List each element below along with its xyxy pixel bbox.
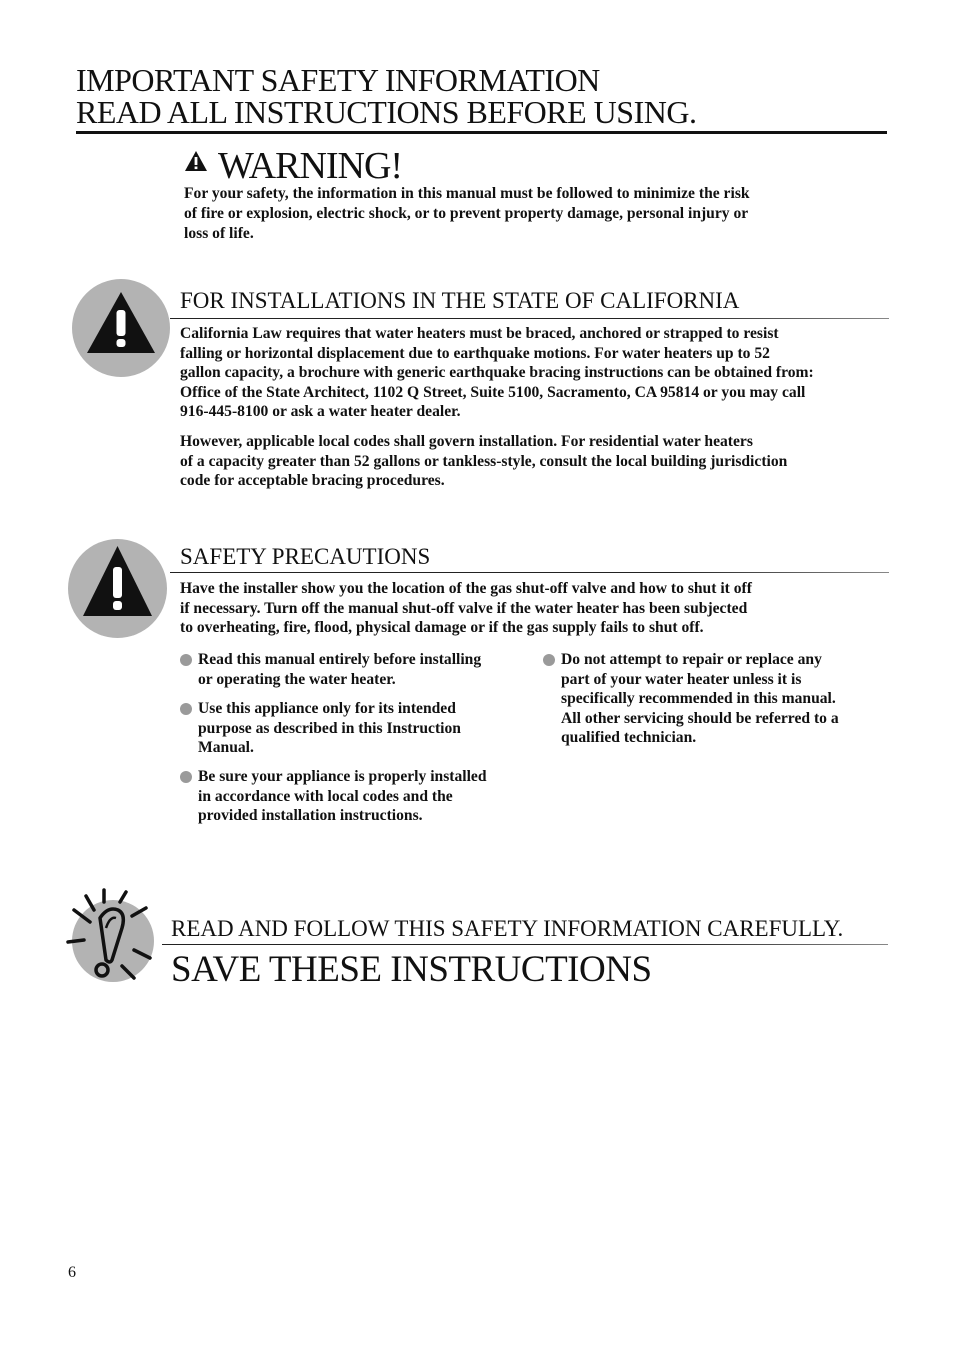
california-section-divider: [170, 318, 889, 319]
text-line: qualified technician.: [561, 729, 697, 747]
precautions-section-title: SAFETY PRECAUTIONS: [180, 544, 431, 569]
exclamation-triangle-icon: [72, 279, 170, 377]
page-number: 6: [68, 1264, 76, 1281]
warning-text-line: For your safety, the information in this manual must be followed to minimize the risk: [184, 185, 750, 202]
list-item: [180, 767, 558, 826]
warning-text: [184, 184, 834, 244]
california-paragraph-1: [180, 324, 900, 422]
list-item: [543, 650, 921, 748]
text-line: Be sure your appliance is properly installed: [198, 768, 487, 785]
title-divider: [76, 131, 887, 134]
bullet-dot-icon: [180, 771, 192, 783]
warning-triangle-icon: [184, 150, 208, 172]
page-title-line2: READ ALL INSTRUCTIONS BEFORE USING.: [76, 94, 697, 130]
warning-text-line: of fire or explosion, electric shock, or to prevent property damage, personal injury or: [184, 205, 749, 222]
text-line: code for acceptable bracing procedures.: [180, 472, 445, 490]
list-item: [180, 650, 558, 689]
text-line: Use this appliance only for its intended: [198, 700, 456, 717]
text-line: 916-445-8100 or ask a water heater dealer.: [180, 403, 461, 421]
text-line: specifically recommended in this manual.: [561, 690, 836, 708]
precautions-section-divider: [170, 572, 889, 573]
text-line: Office of the State Architect, 1102 Q Street, Suite 5100, Sacramento, CA 95814 or you may call: [180, 383, 806, 401]
text-line: Read this manual entirely before installing: [198, 651, 482, 668]
text-line: falling or horizontal displacement due to earthquake motions. For water heaters up to 52: [180, 344, 770, 362]
text-line: if necessary. Turn off the manual shut-off valve if the water heater has been subjected: [180, 599, 748, 617]
text-line: of a capacity greater than 52 gallons or tankless-style, consult the local building jurisdiction: [180, 452, 788, 470]
text-line: All other servicing should be referred to a: [561, 709, 839, 727]
list-item: [180, 699, 558, 758]
text-line: Have the installer show you the location of the gas shut-off valve and how to shut it off: [180, 580, 752, 597]
page-title-line1: IMPORTANT SAFETY INFORMATION: [76, 62, 600, 98]
save-section-divider: [162, 944, 888, 945]
page-title: [76, 64, 888, 128]
text-line: provided installation instructions.: [198, 807, 423, 825]
text-line: Manual.: [198, 739, 254, 757]
save-instructions-title: SAVE THESE INSTRUCTIONS: [171, 949, 652, 990]
bullet-dot-icon: [180, 703, 192, 715]
text-line: gallon capacity, a brochure with generic earthquake bracing instructions can be obtained from:: [180, 364, 814, 382]
text-line: Do not attempt to repair or replace any: [561, 651, 822, 668]
warning-title: WARNING!: [218, 145, 403, 187]
text-line: in accordance with local codes and the: [198, 787, 453, 805]
text-line: purpose as described in this Instruction: [198, 719, 461, 737]
text-line: or operating the water heater.: [198, 670, 396, 688]
warning-text-line: loss of life.: [184, 225, 254, 242]
text-line: part of your water heater unless it is: [561, 670, 802, 688]
text-line: to overheating, fire, flood, physical damage or if the gas supply fails to shut off.: [180, 619, 704, 637]
exclamation-burst-icon: [72, 900, 154, 982]
bullet-dot-icon: [180, 654, 192, 666]
save-section-subtitle: READ AND FOLLOW THIS SAFETY INFORMATION CAREFULLY.: [171, 916, 844, 941]
california-paragraph-2: [180, 432, 900, 491]
precautions-intro: [180, 579, 880, 638]
california-section-title: FOR INSTALLATIONS IN THE STATE OF CALIFORNIA: [180, 288, 740, 313]
warning-heading: [184, 146, 402, 186]
text-line: However, applicable local codes shall govern installation. For residential water heaters: [180, 433, 753, 450]
exclamation-triangle-icon: [68, 539, 167, 638]
text-line: California Law requires that water heaters must be braced, anchored or strapped to resist: [180, 325, 779, 342]
bullet-dot-icon: [543, 654, 555, 666]
